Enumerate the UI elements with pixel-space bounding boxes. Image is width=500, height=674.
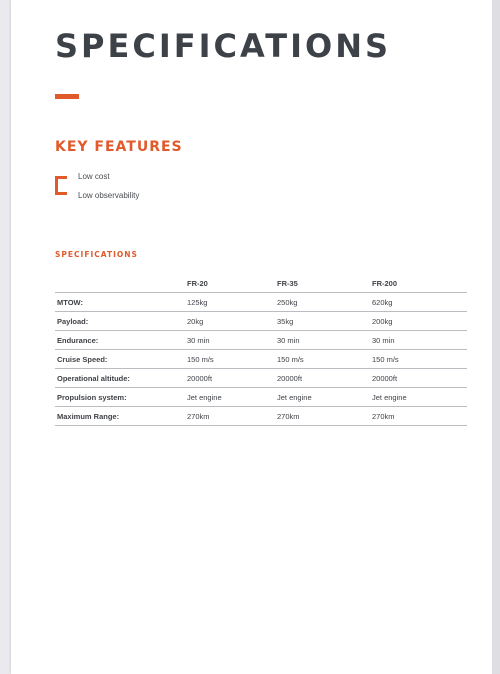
table-cell: 125kg — [185, 293, 275, 312]
row-label: Cruise Speed: — [55, 350, 185, 369]
title-accent-bar — [55, 94, 79, 99]
row-label: Endurance: — [55, 331, 185, 350]
table-cell: 270km — [185, 407, 275, 426]
row-label: Maximum Range: — [55, 407, 185, 426]
column-header: FR-20 — [185, 274, 275, 293]
table-row — [55, 331, 467, 350]
table-cell: 20000ft — [275, 369, 370, 388]
row-label: MTOW: — [55, 293, 185, 312]
table-cell: 20000ft — [185, 369, 275, 388]
table-cell: 30 min — [275, 331, 370, 350]
viewer-edge — [492, 0, 500, 674]
table-row — [55, 407, 467, 426]
table-cell: 250kg — [275, 293, 370, 312]
table-cell: 270km — [370, 407, 467, 426]
bracket-icon — [55, 176, 67, 195]
table-cell: 150 m/s — [185, 350, 275, 369]
table-header-row — [55, 274, 467, 293]
table-cell: Jet engine — [185, 388, 275, 407]
table-cell: 270km — [275, 407, 370, 426]
specifications-table — [55, 274, 467, 426]
table-cell: 150 m/s — [370, 350, 467, 369]
table-row — [55, 312, 467, 331]
table-row — [55, 369, 467, 388]
table-cell: Jet engine — [275, 388, 370, 407]
feature-item: Low observability — [78, 191, 140, 200]
column-header: FR-200 — [370, 274, 467, 293]
table-cell: 30 min — [370, 331, 467, 350]
row-label: Propulsion system: — [55, 388, 185, 407]
table-cell: 150 m/s — [275, 350, 370, 369]
table-row — [55, 388, 467, 407]
table-cell: 20000ft — [370, 369, 467, 388]
row-label: Payload: — [55, 312, 185, 331]
table-cell: 20kg — [185, 312, 275, 331]
document-page — [11, 0, 492, 674]
key-features-list — [78, 171, 139, 209]
table-cell: 620kg — [370, 293, 467, 312]
table-row — [55, 350, 467, 369]
column-header — [55, 274, 185, 293]
table-cell: 200kg — [370, 312, 467, 331]
specifications-heading: SPECIFICATIONS — [55, 250, 138, 259]
feature-item: Low cost — [78, 172, 110, 181]
table-row — [55, 293, 467, 312]
table-body — [55, 293, 467, 426]
page-title: SPECIFICATIONS — [55, 27, 392, 65]
table-cell: Jet engine — [370, 388, 467, 407]
column-header: FR-35 — [275, 274, 370, 293]
table-cell: 30 min — [185, 331, 275, 350]
table-cell: 35kg — [275, 312, 370, 331]
row-label: Operational altitude: — [55, 369, 185, 388]
key-features-heading: KEY FEATURES — [55, 139, 183, 155]
